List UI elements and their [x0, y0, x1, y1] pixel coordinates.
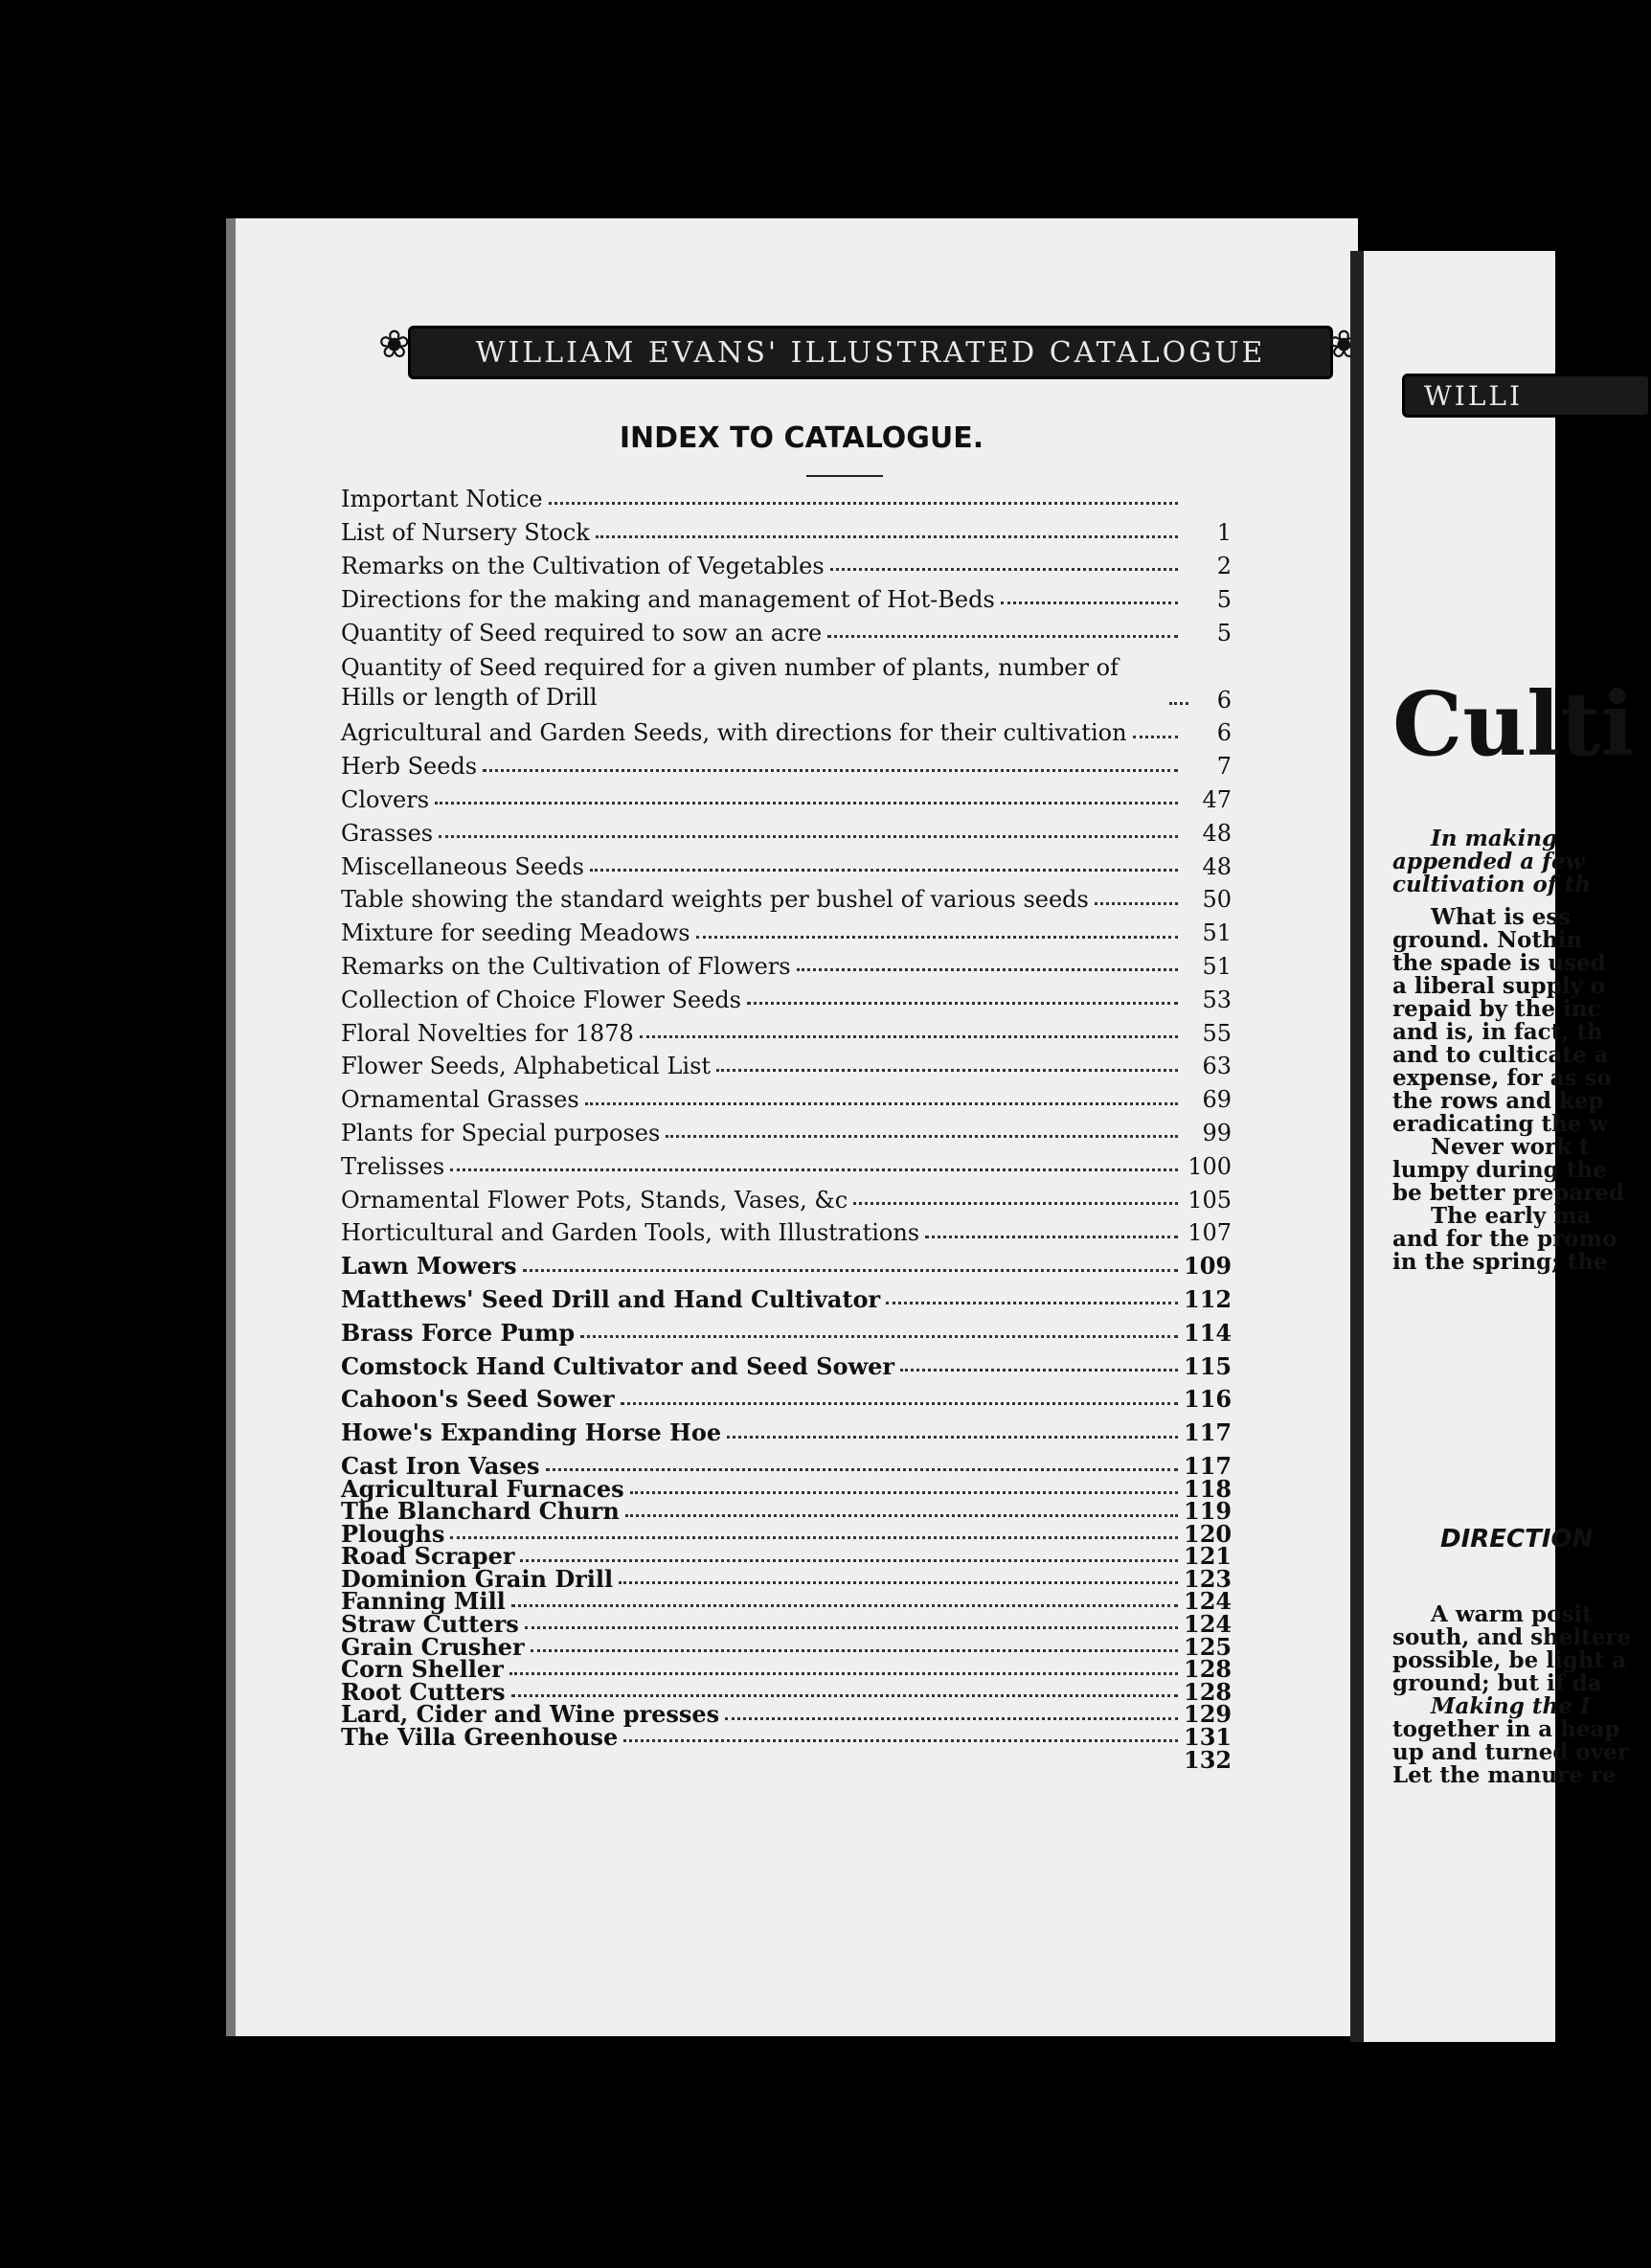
leader-dots [623, 1739, 1178, 1742]
entry-title: Important Notice [341, 486, 543, 513]
entry-title: The Villa Greenhouse [341, 1723, 619, 1752]
leader-dots [886, 1302, 1178, 1304]
index-entry [341, 1413, 1232, 1446]
text-line: south, and sheltere [1392, 1624, 1632, 1650]
entry-page: 7 [1216, 753, 1232, 781]
text-line: the spade is used [1392, 950, 1606, 976]
leader-dots [747, 1002, 1178, 1005]
leader-dots [621, 1402, 1178, 1405]
text-line: cultivation of th [1392, 872, 1592, 897]
entry-page: 5 [1216, 619, 1232, 646]
index-entry [341, 879, 1232, 913]
entry-page: 5 [1216, 585, 1232, 613]
index-list [341, 479, 1232, 1773]
leader-dots [853, 1202, 1178, 1205]
text-line: a liberal supply o [1392, 973, 1606, 999]
section-heading: Culti [1392, 672, 1635, 776]
leader-dots [830, 568, 1178, 571]
entry-title: Cast Iron Vases [341, 1451, 540, 1480]
leader-dots [1001, 601, 1178, 604]
entry-title: Plants for Special purposes [341, 1119, 661, 1146]
leader-dots [716, 1069, 1178, 1072]
entry-page: 6 [1216, 719, 1232, 747]
index-entry [341, 780, 1232, 813]
entry-title: Root Cutters [341, 1677, 506, 1706]
entry-title: Cahoon's Seed Sower [341, 1385, 615, 1414]
index-entry [341, 1346, 1232, 1379]
leader-dots [925, 1236, 1178, 1238]
entry-page: 116 [1184, 1385, 1233, 1414]
index-title: INDEX TO CATALOGUE. [619, 421, 984, 455]
leader-dots [666, 1135, 1178, 1138]
entry-page: 118 [1184, 1474, 1233, 1503]
index-entry [341, 746, 1232, 780]
text-line: repaid by the inc [1392, 996, 1601, 1022]
entry-page: 51 [1202, 952, 1232, 980]
entry-title: Collection of Choice Flower Seeds [341, 986, 741, 1013]
entry-page: 109 [1184, 1252, 1233, 1281]
leader-dots [509, 1672, 1178, 1675]
entry-title: Quantity of Seed required for a given number of plants, number of Hills or length of Drill [341, 653, 1119, 711]
entry-title: Directions for the making and management of Hot-Beds [341, 585, 995, 613]
index-entry [341, 1145, 1232, 1179]
entry-title: Miscellaneous Seeds [341, 852, 584, 880]
index-entry [341, 479, 1232, 512]
text-line: the rows and kep [1392, 1088, 1604, 1114]
entry-title: Agricultural Furnaces [341, 1474, 624, 1503]
index-entry [341, 1312, 1232, 1346]
entry-page: 99 [1202, 1119, 1232, 1146]
entry-title: Trelisses [341, 1152, 445, 1180]
entry-title: List of Nursery Stock [341, 519, 590, 547]
leader-dots [640, 1035, 1178, 1038]
entry-page: 55 [1202, 1019, 1232, 1047]
entry-page: 121 [1184, 1542, 1233, 1571]
index-entry [341, 1113, 1232, 1146]
leader-dots [696, 936, 1178, 939]
entry-title: Lawn Mowers [341, 1252, 517, 1281]
leader-dots [439, 835, 1178, 838]
entry-page: 48 [1202, 819, 1232, 847]
entry-title: Dominion Grain Drill [341, 1564, 614, 1593]
entry-title: Quantity of Seed required to sow an acre [341, 619, 823, 646]
entry-title: Matthews' Seed Drill and Hand Cultivator [341, 1284, 881, 1313]
text-line: eradicating the w [1392, 1111, 1609, 1137]
entry-page: 107 [1187, 1219, 1232, 1247]
entry-title: The Blanchard Churn [341, 1497, 620, 1526]
leader-dots [797, 968, 1178, 971]
catalogue-banner-right: WILLI [1402, 374, 1651, 418]
entry-title: Horticultural and Garden Tools, with Illustrations [341, 1219, 920, 1247]
entry-title: Ornamental Grasses [341, 1086, 579, 1114]
text-line: and to culticate a [1392, 1042, 1609, 1068]
text-line: together in a heap [1392, 1716, 1620, 1742]
leader-dots [531, 1649, 1178, 1652]
leader-dots [450, 1168, 1178, 1171]
catalogue-page-right [1350, 251, 1635, 2042]
entry-page: 117 [1184, 1418, 1233, 1447]
entry-title: Grasses [341, 819, 434, 847]
index-entry [341, 1213, 1232, 1246]
leader-dots [483, 769, 1178, 772]
text-line: Never work t [1431, 1134, 1590, 1160]
entry-page: 6 [1216, 686, 1232, 714]
entry-title: Floral Novelties for 1878 [341, 1019, 634, 1047]
index-entry [341, 1012, 1232, 1046]
text-line: Making the I [1431, 1693, 1591, 1719]
index-entry [341, 913, 1232, 946]
text-line: appended a few [1392, 849, 1585, 874]
index-entry [341, 1745, 1233, 1774]
index-entry [341, 1079, 1232, 1113]
entry-title: Straw Cutters [341, 1610, 519, 1639]
entry-page: 48 [1202, 852, 1232, 880]
entry-page: 53 [1202, 986, 1232, 1013]
text-line: The early ma [1431, 1203, 1592, 1229]
directions-heading: DIRECTION [1440, 1525, 1594, 1554]
leader-dots [727, 1436, 1178, 1439]
index-entry [341, 946, 1232, 980]
text-line: Let the manure re [1392, 1762, 1617, 1788]
entry-title: Corn Sheller [341, 1655, 504, 1684]
catalogue-banner: ❀ WILLIAM EVANS' ILLUSTRATED CATALOGUE ❀ [408, 326, 1333, 379]
text-line: and is, in fact, th [1392, 1019, 1603, 1045]
leader-dots [450, 1536, 1178, 1539]
leader-dots [630, 1491, 1178, 1494]
entry-page: 63 [1202, 1053, 1232, 1080]
text-line: What is ess [1431, 904, 1572, 930]
leader-dots [549, 502, 1178, 505]
index-entry [341, 713, 1232, 746]
text-line: up and turned over [1392, 1739, 1629, 1765]
text-line: ground; but if da [1392, 1670, 1602, 1696]
entry-title: Agricultural and Garden Seeds, with directions for their cultivation [341, 719, 1127, 747]
entry-page: 1 [1216, 519, 1232, 547]
text-line: A warm posit [1431, 1601, 1593, 1627]
entry-page: 124 [1184, 1610, 1233, 1639]
entry-title: Fanning Mill [341, 1587, 506, 1616]
leader-dots [596, 535, 1178, 538]
entry-title: Ornamental Flower Pots, Stands, Vases, &c [341, 1186, 848, 1213]
entry-page: 112 [1184, 1284, 1233, 1313]
text-line: and for the promo [1392, 1226, 1617, 1252]
index-entry [341, 1379, 1232, 1413]
entry-page: 124 [1184, 1587, 1233, 1616]
entry-title: Brass Force Pump [341, 1318, 576, 1347]
entry-title: Howe's Expanding Horse Hoe [341, 1418, 722, 1447]
leader-dots [1169, 702, 1188, 705]
leader-dots [525, 1626, 1178, 1629]
text-line: be better prepared [1392, 1180, 1625, 1206]
entry-page: 51 [1202, 919, 1232, 947]
catalogue-page-left [226, 218, 1358, 2036]
entry-page: 114 [1184, 1318, 1233, 1347]
index-entry [341, 1046, 1232, 1079]
leader-dots [435, 802, 1178, 805]
entry-page: 131 [1184, 1723, 1233, 1752]
index-entry [341, 578, 1232, 612]
entry-page: 129 [1184, 1700, 1233, 1729]
leader-dots [725, 1717, 1178, 1720]
entry-title: Lard, Cider and Wine presses [341, 1700, 720, 1729]
text-line: possible, be light a [1392, 1647, 1627, 1673]
leader-dots [580, 1335, 1178, 1338]
entry-page: 69 [1202, 1086, 1232, 1114]
title-rule [806, 475, 883, 477]
entry-title: Mixture for seeding Meadows [341, 919, 690, 947]
leader-dots [585, 1102, 1178, 1105]
leader-dots [523, 1269, 1178, 1272]
entry-page: 115 [1184, 1351, 1233, 1380]
index-entry [341, 1497, 1233, 1526]
index-entry [341, 979, 1232, 1012]
leader-dots [511, 1694, 1178, 1697]
leader-dots [619, 1581, 1178, 1584]
leader-dots [827, 635, 1178, 638]
leader-dots [625, 1514, 1178, 1517]
text-line: lumpy during the [1392, 1157, 1607, 1183]
entry-title: Road Scraper [341, 1542, 515, 1571]
leader-dots [1095, 902, 1178, 905]
entry-title: Comstock Hand Cultivator and Seed Sower [341, 1351, 895, 1380]
entry-page: 128 [1184, 1677, 1233, 1706]
entry-title: Ploughs [341, 1519, 445, 1548]
entry-title: Table showing the standard weights per bushel of various seeds [341, 886, 1089, 914]
entry-page: 128 [1184, 1655, 1233, 1684]
index-entry [341, 546, 1232, 579]
index-entry [341, 512, 1232, 546]
entry-page: 120 [1184, 1519, 1233, 1548]
entry-title: Flower Seeds, Alphabetical List [341, 1053, 712, 1080]
index-entry [341, 612, 1232, 646]
entry-page: 117 [1184, 1451, 1233, 1480]
leader-dots [1133, 736, 1178, 738]
entry-page: 2 [1216, 553, 1232, 579]
index-entry [341, 646, 1232, 713]
entry-page: 105 [1187, 1186, 1232, 1213]
entry-page: 125 [1184, 1632, 1233, 1661]
entry-title: Remarks on the Cultivation of Vegetables [341, 553, 825, 579]
entry-page: 47 [1202, 785, 1232, 813]
text-line: in the spring; the [1392, 1249, 1608, 1275]
index-entry [341, 1246, 1232, 1280]
entry-page: 119 [1184, 1497, 1233, 1526]
entry-page: 100 [1187, 1152, 1232, 1180]
entry-title: Herb Seeds [341, 753, 478, 781]
leader-dots [590, 869, 1178, 872]
entry-page: 123 [1184, 1564, 1233, 1593]
leader-dots [900, 1369, 1178, 1372]
text-line: In making [1431, 826, 1558, 851]
index-entry [341, 1179, 1232, 1213]
index-entry [341, 846, 1232, 879]
leader-dots [546, 1468, 1178, 1471]
entry-page: 132 [1184, 1745, 1233, 1774]
text-line: expense, for as so [1392, 1065, 1612, 1091]
leader-dots [520, 1559, 1178, 1562]
index-entry [341, 812, 1232, 846]
entry-title: Clovers [341, 785, 430, 813]
entry-title: Remarks on the Cultivation of Flowers [341, 952, 791, 980]
entry-page: 50 [1202, 886, 1232, 914]
index-entry [341, 1280, 1232, 1313]
text-line: ground. Nothin [1392, 927, 1583, 953]
entry-title: Grain Crusher [341, 1632, 525, 1661]
index-entry [341, 1723, 1233, 1752]
leader-dots [511, 1604, 1178, 1607]
